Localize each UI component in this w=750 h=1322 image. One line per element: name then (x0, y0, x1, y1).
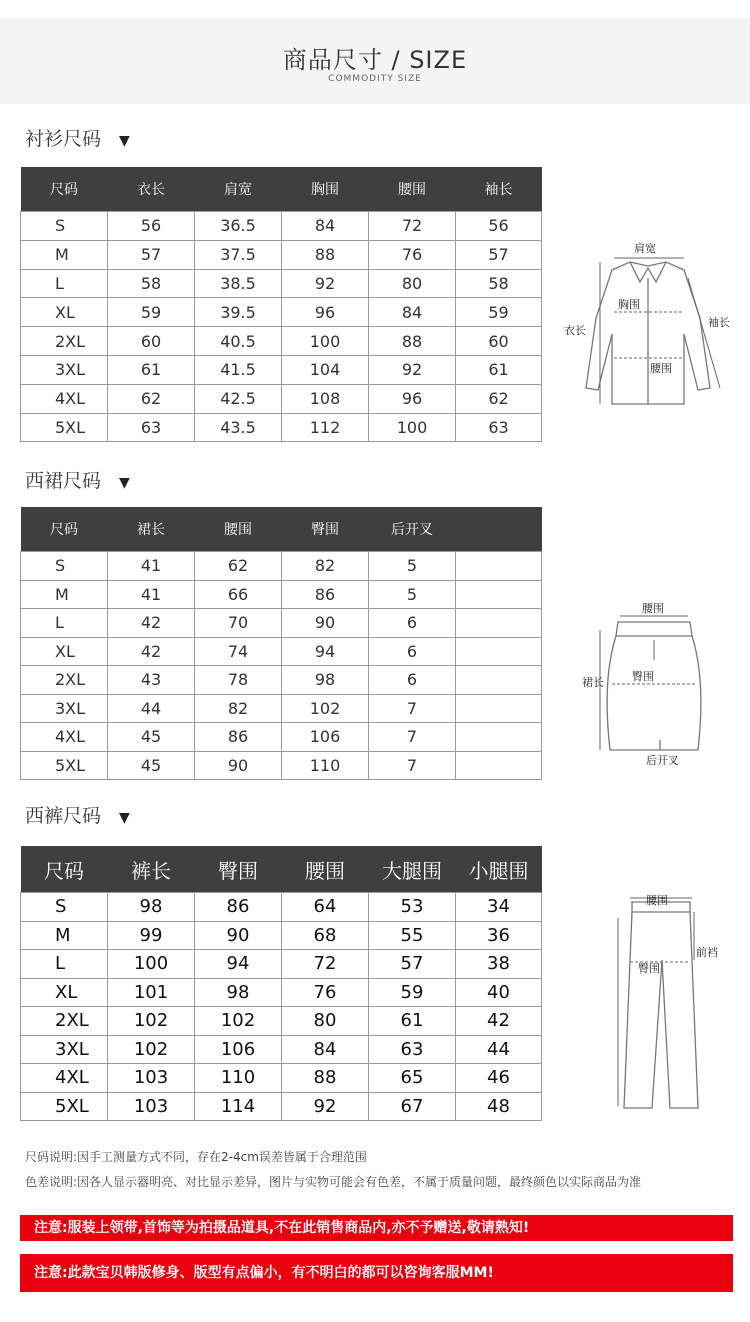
size-cell: M (21, 580, 108, 609)
value-cell: 45 (108, 751, 195, 780)
value-cell: 59 (369, 978, 456, 1007)
value-cell: 65 (369, 1064, 456, 1093)
skirt-measurement-diagram (580, 600, 730, 770)
column-header: 腰围 (195, 507, 282, 552)
value-cell: 59 (456, 298, 542, 327)
value-cell: 6 (369, 637, 456, 666)
value-cell: 78 (195, 666, 282, 695)
pants-label-waist: 腰围 (646, 894, 668, 907)
value-cell: 82 (282, 552, 369, 581)
value-cell: 48 (456, 1092, 542, 1121)
value-cell: 98 (195, 978, 282, 1007)
value-cell: 36 (456, 921, 542, 950)
notice-banner-props: 注意:服装上领带,首饰等为拍摄品道具,不在此销售商品内,亦不予赠送,敬请熟知! (20, 1215, 733, 1241)
value-cell: 76 (282, 978, 369, 1007)
shirt-label-length: 衣长 (564, 324, 586, 337)
table-row (21, 269, 542, 298)
value-cell: 103 (108, 1064, 195, 1093)
value-cell: 86 (282, 580, 369, 609)
column-header: 裙长 (108, 507, 195, 552)
value-cell: 64 (282, 893, 369, 922)
table-row (21, 212, 542, 241)
pants-title-text: 西裤尺码 (25, 805, 102, 827)
value-cell: 42 (456, 1007, 542, 1036)
value-cell: 110 (282, 751, 369, 780)
column-header: 袖长 (456, 167, 542, 212)
value-cell: 106 (282, 723, 369, 752)
value-cell: 38 (456, 950, 542, 979)
size-cell: 2XL (21, 1007, 108, 1036)
value-cell: 80 (369, 269, 456, 298)
value-cell: 7 (369, 751, 456, 780)
value-cell: 86 (195, 723, 282, 752)
table-header-row (21, 507, 542, 552)
value-cell: 84 (282, 1035, 369, 1064)
value-cell: 99 (108, 921, 195, 950)
size-cell: L (21, 609, 108, 638)
column-header: 裤长 (108, 846, 195, 893)
table-row (21, 1064, 542, 1093)
pants-size-table (20, 846, 542, 1121)
shirt-expand-arrow-icon: ▼ (119, 133, 130, 149)
value-cell: 39.5 (195, 298, 282, 327)
value-cell: 98 (282, 666, 369, 695)
pants-expand-arrow-icon: ▼ (119, 810, 130, 826)
size-cell: L (21, 950, 108, 979)
value-cell: 100 (369, 413, 456, 442)
value-cell: 57 (108, 240, 195, 269)
value-cell: 94 (195, 950, 282, 979)
column-header: 衣长 (108, 167, 195, 212)
size-cell: 2XL (21, 327, 108, 356)
value-cell: 36.5 (195, 212, 282, 241)
value-cell: 68 (282, 921, 369, 950)
value-cell: 5 (369, 580, 456, 609)
skirt-section-title (25, 466, 130, 493)
pants-label-hip: 臀围 (638, 962, 660, 975)
size-cell: 4XL (21, 723, 108, 752)
page-title: 商品尺寸 / SIZE (282, 46, 468, 74)
shirt-title-text: 衬衫尺码 (25, 128, 102, 150)
size-cell: 5XL (21, 413, 108, 442)
value-cell: 90 (195, 751, 282, 780)
value-cell: 86 (195, 893, 282, 922)
value-cell: 90 (282, 609, 369, 638)
value-cell: 60 (108, 327, 195, 356)
size-cell: 4XL (21, 384, 108, 413)
table-row (21, 637, 542, 666)
value-cell: 88 (282, 1064, 369, 1093)
value-cell: 59 (108, 298, 195, 327)
value-cell: 104 (282, 355, 369, 384)
value-cell: 37.5 (195, 240, 282, 269)
size-cell: M (21, 240, 108, 269)
value-cell: 98 (108, 893, 195, 922)
value-cell: 102 (282, 694, 369, 723)
size-cell: S (21, 893, 108, 922)
value-cell: 42.5 (195, 384, 282, 413)
table-header-row (21, 167, 542, 212)
column-header: 尺码 (21, 846, 108, 893)
value-cell: 7 (369, 694, 456, 723)
value-cell: 58 (456, 269, 542, 298)
shirt-label-chest: 胸围 (618, 298, 640, 311)
table-row (21, 384, 542, 413)
value-cell: 88 (282, 240, 369, 269)
table-header-row (21, 846, 542, 893)
value-cell: 43 (108, 666, 195, 695)
shirt-label-sleeve: 袖长 (708, 316, 730, 329)
value-cell (456, 694, 542, 723)
value-cell: 76 (369, 240, 456, 269)
table-row (21, 413, 542, 442)
value-cell: 58 (108, 269, 195, 298)
value-cell (456, 609, 542, 638)
table-row (21, 552, 542, 581)
value-cell: 62 (456, 384, 542, 413)
shirt-label-shoulder: 肩宽 (634, 242, 656, 255)
value-cell (456, 666, 542, 695)
value-cell: 61 (108, 355, 195, 384)
skirt-label-waist: 腰围 (642, 602, 664, 615)
table-row (21, 921, 542, 950)
column-header: 胸围 (282, 167, 369, 212)
value-cell: 70 (195, 609, 282, 638)
skirt-expand-arrow-icon: ▼ (119, 475, 130, 491)
column-header: 腰围 (282, 846, 369, 893)
table-row (21, 580, 542, 609)
value-cell: 102 (108, 1007, 195, 1036)
value-cell: 100 (282, 327, 369, 356)
table-row (21, 978, 542, 1007)
size-cell: 3XL (21, 694, 108, 723)
notice-banner-fit: 注意:此款宝贝韩版修身、版型有点偏小，有不明白的都可以咨询客服MM! (20, 1254, 733, 1292)
size-cell: S (21, 212, 108, 241)
table-row (21, 355, 542, 384)
value-cell: 96 (369, 384, 456, 413)
value-cell: 67 (369, 1092, 456, 1121)
value-cell: 100 (108, 950, 195, 979)
value-cell: 92 (282, 269, 369, 298)
value-cell: 44 (108, 694, 195, 723)
value-cell: 92 (369, 355, 456, 384)
table-row (21, 666, 542, 695)
column-header: 后开叉 (369, 507, 456, 552)
value-cell: 63 (108, 413, 195, 442)
size-cell: M (21, 921, 108, 950)
column-header: 臀围 (195, 846, 282, 893)
value-cell: 6 (369, 609, 456, 638)
size-cell: 4XL (21, 1064, 108, 1093)
table-row (21, 694, 542, 723)
table-row (21, 1007, 542, 1036)
value-cell (456, 637, 542, 666)
value-cell: 7 (369, 723, 456, 752)
column-header: 臀围 (282, 507, 369, 552)
value-cell: 88 (369, 327, 456, 356)
value-cell: 41 (108, 552, 195, 581)
value-cell: 66 (195, 580, 282, 609)
value-cell: 74 (195, 637, 282, 666)
value-cell (456, 580, 542, 609)
column-header: 小腿围 (456, 846, 542, 893)
value-cell: 5 (369, 552, 456, 581)
skirt-size-table (20, 507, 542, 780)
pants-section-title (25, 801, 130, 828)
value-cell: 60 (456, 327, 542, 356)
table-row (21, 723, 542, 752)
size-cell: S (21, 552, 108, 581)
column-header: 尺码 (21, 507, 108, 552)
page-header (0, 18, 750, 104)
size-cell: XL (21, 298, 108, 327)
size-cell: 3XL (21, 355, 108, 384)
column-header: 肩宽 (195, 167, 282, 212)
value-cell: 84 (282, 212, 369, 241)
size-cell: XL (21, 637, 108, 666)
value-cell: 110 (195, 1064, 282, 1093)
value-cell: 56 (456, 212, 542, 241)
value-cell: 80 (282, 1007, 369, 1036)
table-row (21, 609, 542, 638)
size-cell: 2XL (21, 666, 108, 695)
pants-label-rise: 前裆 (696, 946, 718, 959)
value-cell: 62 (195, 552, 282, 581)
value-cell: 40 (456, 978, 542, 1007)
skirt-label-length: 裙长 (582, 676, 604, 689)
size-cell: 5XL (21, 751, 108, 780)
value-cell: 42 (108, 609, 195, 638)
value-cell: 40.5 (195, 327, 282, 356)
shirt-size-table (20, 167, 542, 442)
value-cell: 57 (456, 240, 542, 269)
value-cell: 90 (195, 921, 282, 950)
value-cell: 57 (369, 950, 456, 979)
shirt-label-waist: 腰围 (650, 362, 672, 375)
shirt-measurement-diagram (560, 238, 740, 418)
value-cell: 72 (369, 212, 456, 241)
table-row (21, 1035, 542, 1064)
value-cell: 106 (195, 1035, 282, 1064)
value-cell (456, 552, 542, 581)
skirt-label-slit: 后开叉 (646, 754, 679, 767)
value-cell: 103 (108, 1092, 195, 1121)
value-cell: 102 (108, 1035, 195, 1064)
value-cell: 92 (282, 1092, 369, 1121)
value-cell: 43.5 (195, 413, 282, 442)
table-row (21, 240, 542, 269)
value-cell: 84 (369, 298, 456, 327)
page-subtitle: COMMODITY SIZE (328, 74, 422, 84)
table-row (21, 1092, 542, 1121)
table-row (21, 751, 542, 780)
table-row (21, 298, 542, 327)
size-note: 尺码说明:因手工测量方式不同，存在2-4cm误差皆属于合理范围 (25, 1150, 367, 1164)
value-cell: 6 (369, 666, 456, 695)
value-cell: 45 (108, 723, 195, 752)
value-cell: 62 (108, 384, 195, 413)
value-cell: 55 (369, 921, 456, 950)
value-cell: 63 (369, 1035, 456, 1064)
table-row (21, 950, 542, 979)
shirt-section-title (25, 124, 130, 151)
column-header: 尺码 (21, 167, 108, 212)
column-header: 腰围 (369, 167, 456, 212)
value-cell: 44 (456, 1035, 542, 1064)
table-row (21, 893, 542, 922)
value-cell: 82 (195, 694, 282, 723)
value-cell: 114 (195, 1092, 282, 1121)
value-cell (456, 751, 542, 780)
size-cell: 5XL (21, 1092, 108, 1121)
color-note: 色差说明:因各人显示器明亮、对比显示差异，图片与实物可能会有色差，不属于质量问题，最终颜色以实际商品为准 (25, 1175, 642, 1189)
size-cell: L (21, 269, 108, 298)
value-cell: 102 (195, 1007, 282, 1036)
value-cell: 41 (108, 580, 195, 609)
value-cell: 42 (108, 637, 195, 666)
value-cell: 56 (108, 212, 195, 241)
pants-measurement-diagram (590, 890, 730, 1120)
value-cell: 34 (456, 893, 542, 922)
skirt-label-hip: 臀围 (632, 670, 654, 683)
value-cell: 41.5 (195, 355, 282, 384)
table-row (21, 327, 542, 356)
size-cell: XL (21, 978, 108, 1007)
value-cell: 46 (456, 1064, 542, 1093)
skirt-title-text: 西裙尺码 (25, 470, 102, 492)
size-cell: 3XL (21, 1035, 108, 1064)
value-cell: 94 (282, 637, 369, 666)
value-cell: 96 (282, 298, 369, 327)
value-cell: 61 (456, 355, 542, 384)
column-header: 大腿围 (369, 846, 456, 893)
value-cell: 101 (108, 978, 195, 1007)
value-cell: 53 (369, 893, 456, 922)
value-cell: 72 (282, 950, 369, 979)
column-header (456, 507, 542, 552)
value-cell: 108 (282, 384, 369, 413)
value-cell: 61 (369, 1007, 456, 1036)
value-cell (456, 723, 542, 752)
value-cell: 38.5 (195, 269, 282, 298)
value-cell: 63 (456, 413, 542, 442)
value-cell: 112 (282, 413, 369, 442)
